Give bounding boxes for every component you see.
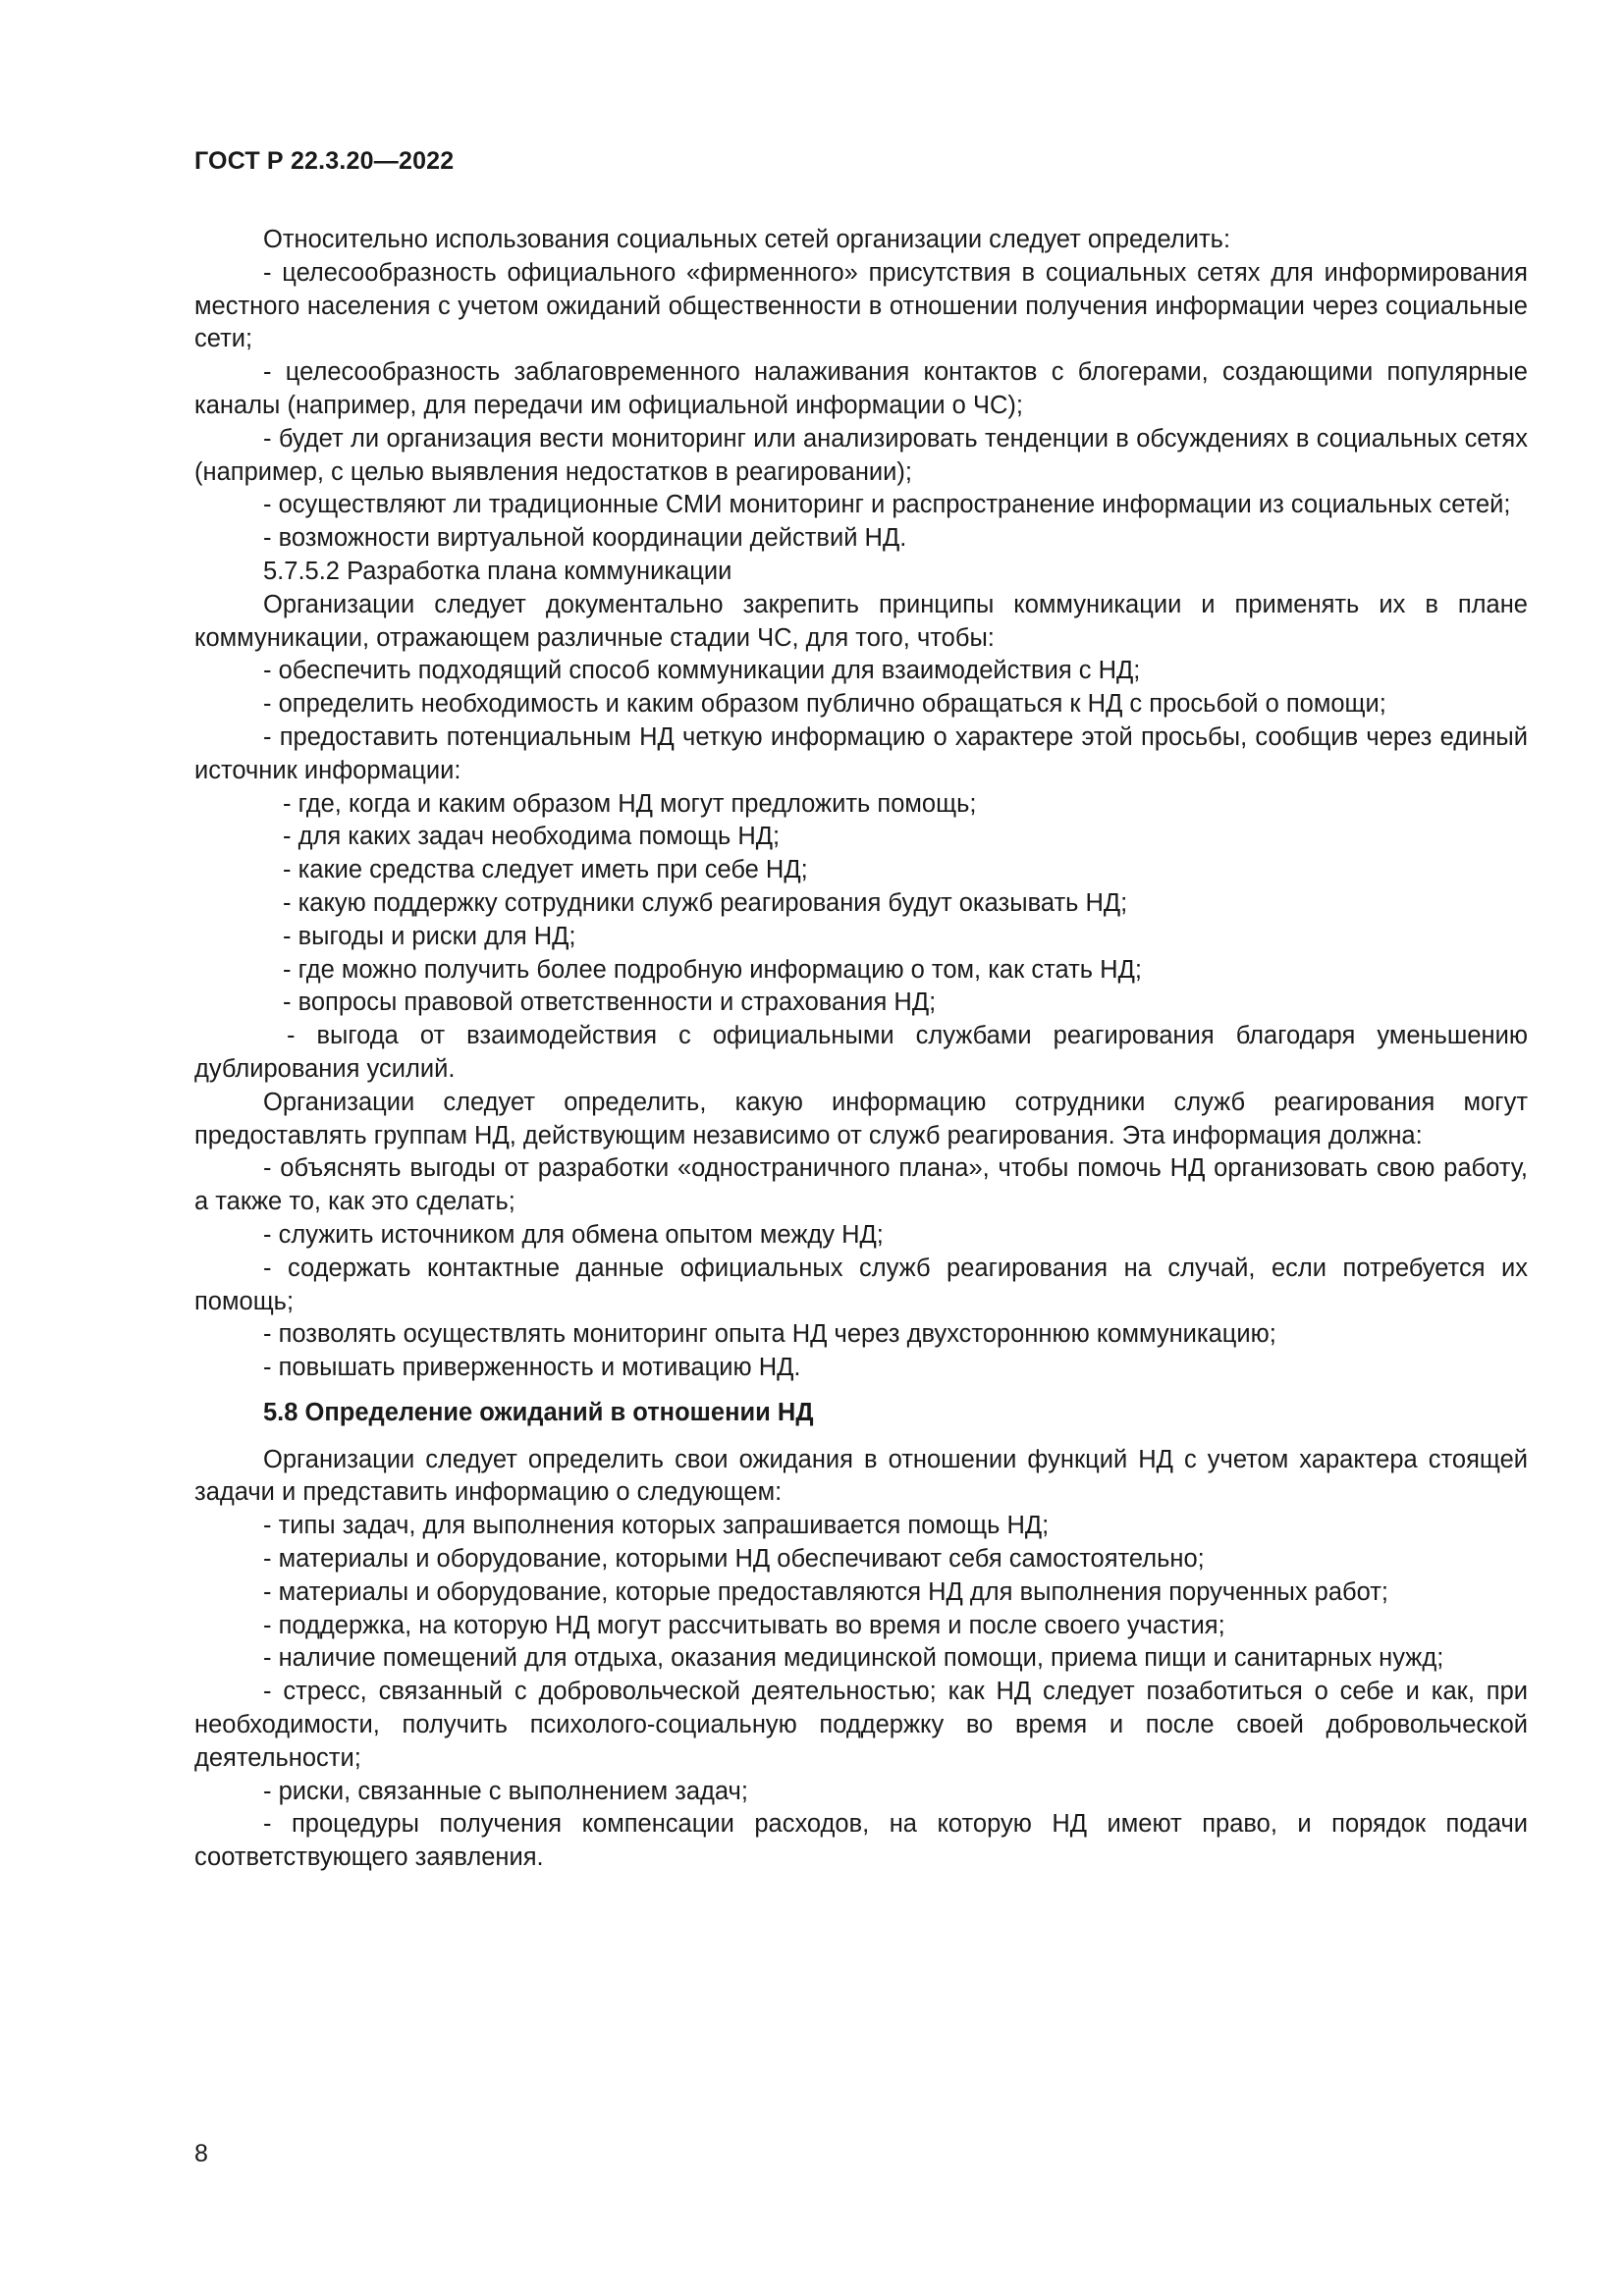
list-item: - определить необходимость и каким образом публично обращаться к НД с просьбой о помощи; bbox=[263, 690, 1386, 719]
document-code-header: ГОСТ Р 22.3.20—2022 bbox=[194, 147, 455, 175]
list-item: - риски, связанные с выполнением задач; bbox=[263, 1777, 748, 1805]
list-item: - объяснять выгоды от разработки «одностраничного плана», чтобы помочь НД организовать свою работу, а также то, как это сделать; bbox=[194, 1154, 1528, 1216]
list-item: - позволять осуществлять мониторинг опыта НД через двухстороннюю коммуникацию; bbox=[263, 1320, 1276, 1349]
list-item: - целесообразность заблаговременного налаживания контактов с блогерами, создающими популярные каналы (например, для передачи им официальной информации о ЧС); bbox=[194, 358, 1528, 419]
list-item: - типы задач, для выполнения которых запрашивается помощь НД; bbox=[263, 1512, 1050, 1540]
paragraph: Организации следует документально закрепить принципы коммуникации и применять их в плане коммуникации, отражающем различные стадии ЧС, для того, чтобы: bbox=[194, 590, 1528, 652]
list-item: - наличие помещений для отдыха, оказания медицинской помощи, приема пищи и санитарных нужд; bbox=[263, 1644, 1444, 1673]
list-item: - материалы и оборудование, которыми НД обеспечивают себя самостоятельно; bbox=[263, 1545, 1205, 1574]
list-item: - осуществляют ли традиционные СМИ мониторинг и распространение информации из социальных сетей; bbox=[263, 491, 1511, 519]
list-item: - стресс, связанный с добровольческой деятельностью; как НД следует позаботиться о себе и как, при необходимости, получить психолого-социальную поддержку во время и после своей добровольческой деятельности; bbox=[194, 1678, 1528, 1772]
list-item: - содержать контактные данные официальных служб реагирования на случай, если потребуется их помощь; bbox=[194, 1254, 1528, 1315]
nested-list-item: - где, когда и каким образом НД могут предложить помощь; bbox=[283, 789, 977, 818]
list-item: - целесообразность официального «фирменного» присутствия в социальных сетях для информирования местного населения с учетом ожиданий общественности в отношении получения информации через социальные сети; bbox=[194, 258, 1528, 353]
page-number: 8 bbox=[194, 2140, 208, 2167]
list-item: - процедуры получения компенсации расходов, на которую НД имеют право, и порядок подачи соответствующего заявления. bbox=[194, 1810, 1528, 1872]
nested-list-item: - выгоды и риски для НД; bbox=[283, 922, 576, 950]
nested-list-item: - выгода от взаимодействия с официальными службами реагирования благодаря уменьшению дублирования усилий. bbox=[194, 1022, 1528, 1083]
document-body bbox=[194, 224, 1528, 1875]
list-item: - обеспечить подходящий способ коммуникации для взаимодействия с НД; bbox=[263, 657, 1141, 685]
paragraph: Относительно использования социальных сетей организации следует определить: bbox=[263, 226, 1231, 253]
paragraph: Организации следует определить, какую информацию сотрудники служб реагирования могут предоставлять группам НД, действующим независимо от служб реагирования. Эта информация должна: bbox=[194, 1088, 1528, 1149]
list-item: - предоставить потенциальным НД четкую информацию о характере этой просьбы, сообщив через единый источник информации: bbox=[194, 722, 1528, 784]
list-item: - повышать приверженность и мотивацию НД. bbox=[263, 1354, 801, 1382]
list-item: - возможности виртуальной координации действий НД. bbox=[263, 524, 907, 553]
subsection-title: 5.7.5.2 Разработка плана коммуникации bbox=[263, 557, 732, 585]
list-item: - поддержка, на которую НД могут рассчитывать во время и после своего участия; bbox=[263, 1611, 1225, 1639]
list-item: - будет ли организация вести мониторинг или анализировать тенденции в обсуждениях в социальных сетях (например, с целью выявления недостатков в реагировании); bbox=[194, 424, 1528, 486]
list-item: - служить источником для обмена опытом между НД; bbox=[263, 1220, 884, 1249]
nested-list-item: - какую поддержку сотрудники служб реагирования будут оказывать НД; bbox=[283, 888, 1128, 917]
list-item: - материалы и оборудование, которые предоставляются НД для выполнения порученных работ; bbox=[263, 1577, 1389, 1606]
nested-list-item: - для каких задач необходима помощь НД; bbox=[283, 823, 781, 851]
nested-list-item: - где можно получить более подробную информацию о том, как стать НД; bbox=[283, 955, 1142, 984]
nested-list-item: - вопросы правовой ответственности и страхования НД; bbox=[283, 988, 937, 1017]
paragraph: Организации следует определить свои ожидания в отношении функций НД с учетом характера стоящей задачи и представить информацию о следующем: bbox=[194, 1445, 1528, 1507]
nested-list-item: - какие средства следует иметь при себе НД; bbox=[283, 856, 808, 884]
section-heading: 5.8 Определение ожиданий в отношении НД bbox=[263, 1398, 814, 1426]
